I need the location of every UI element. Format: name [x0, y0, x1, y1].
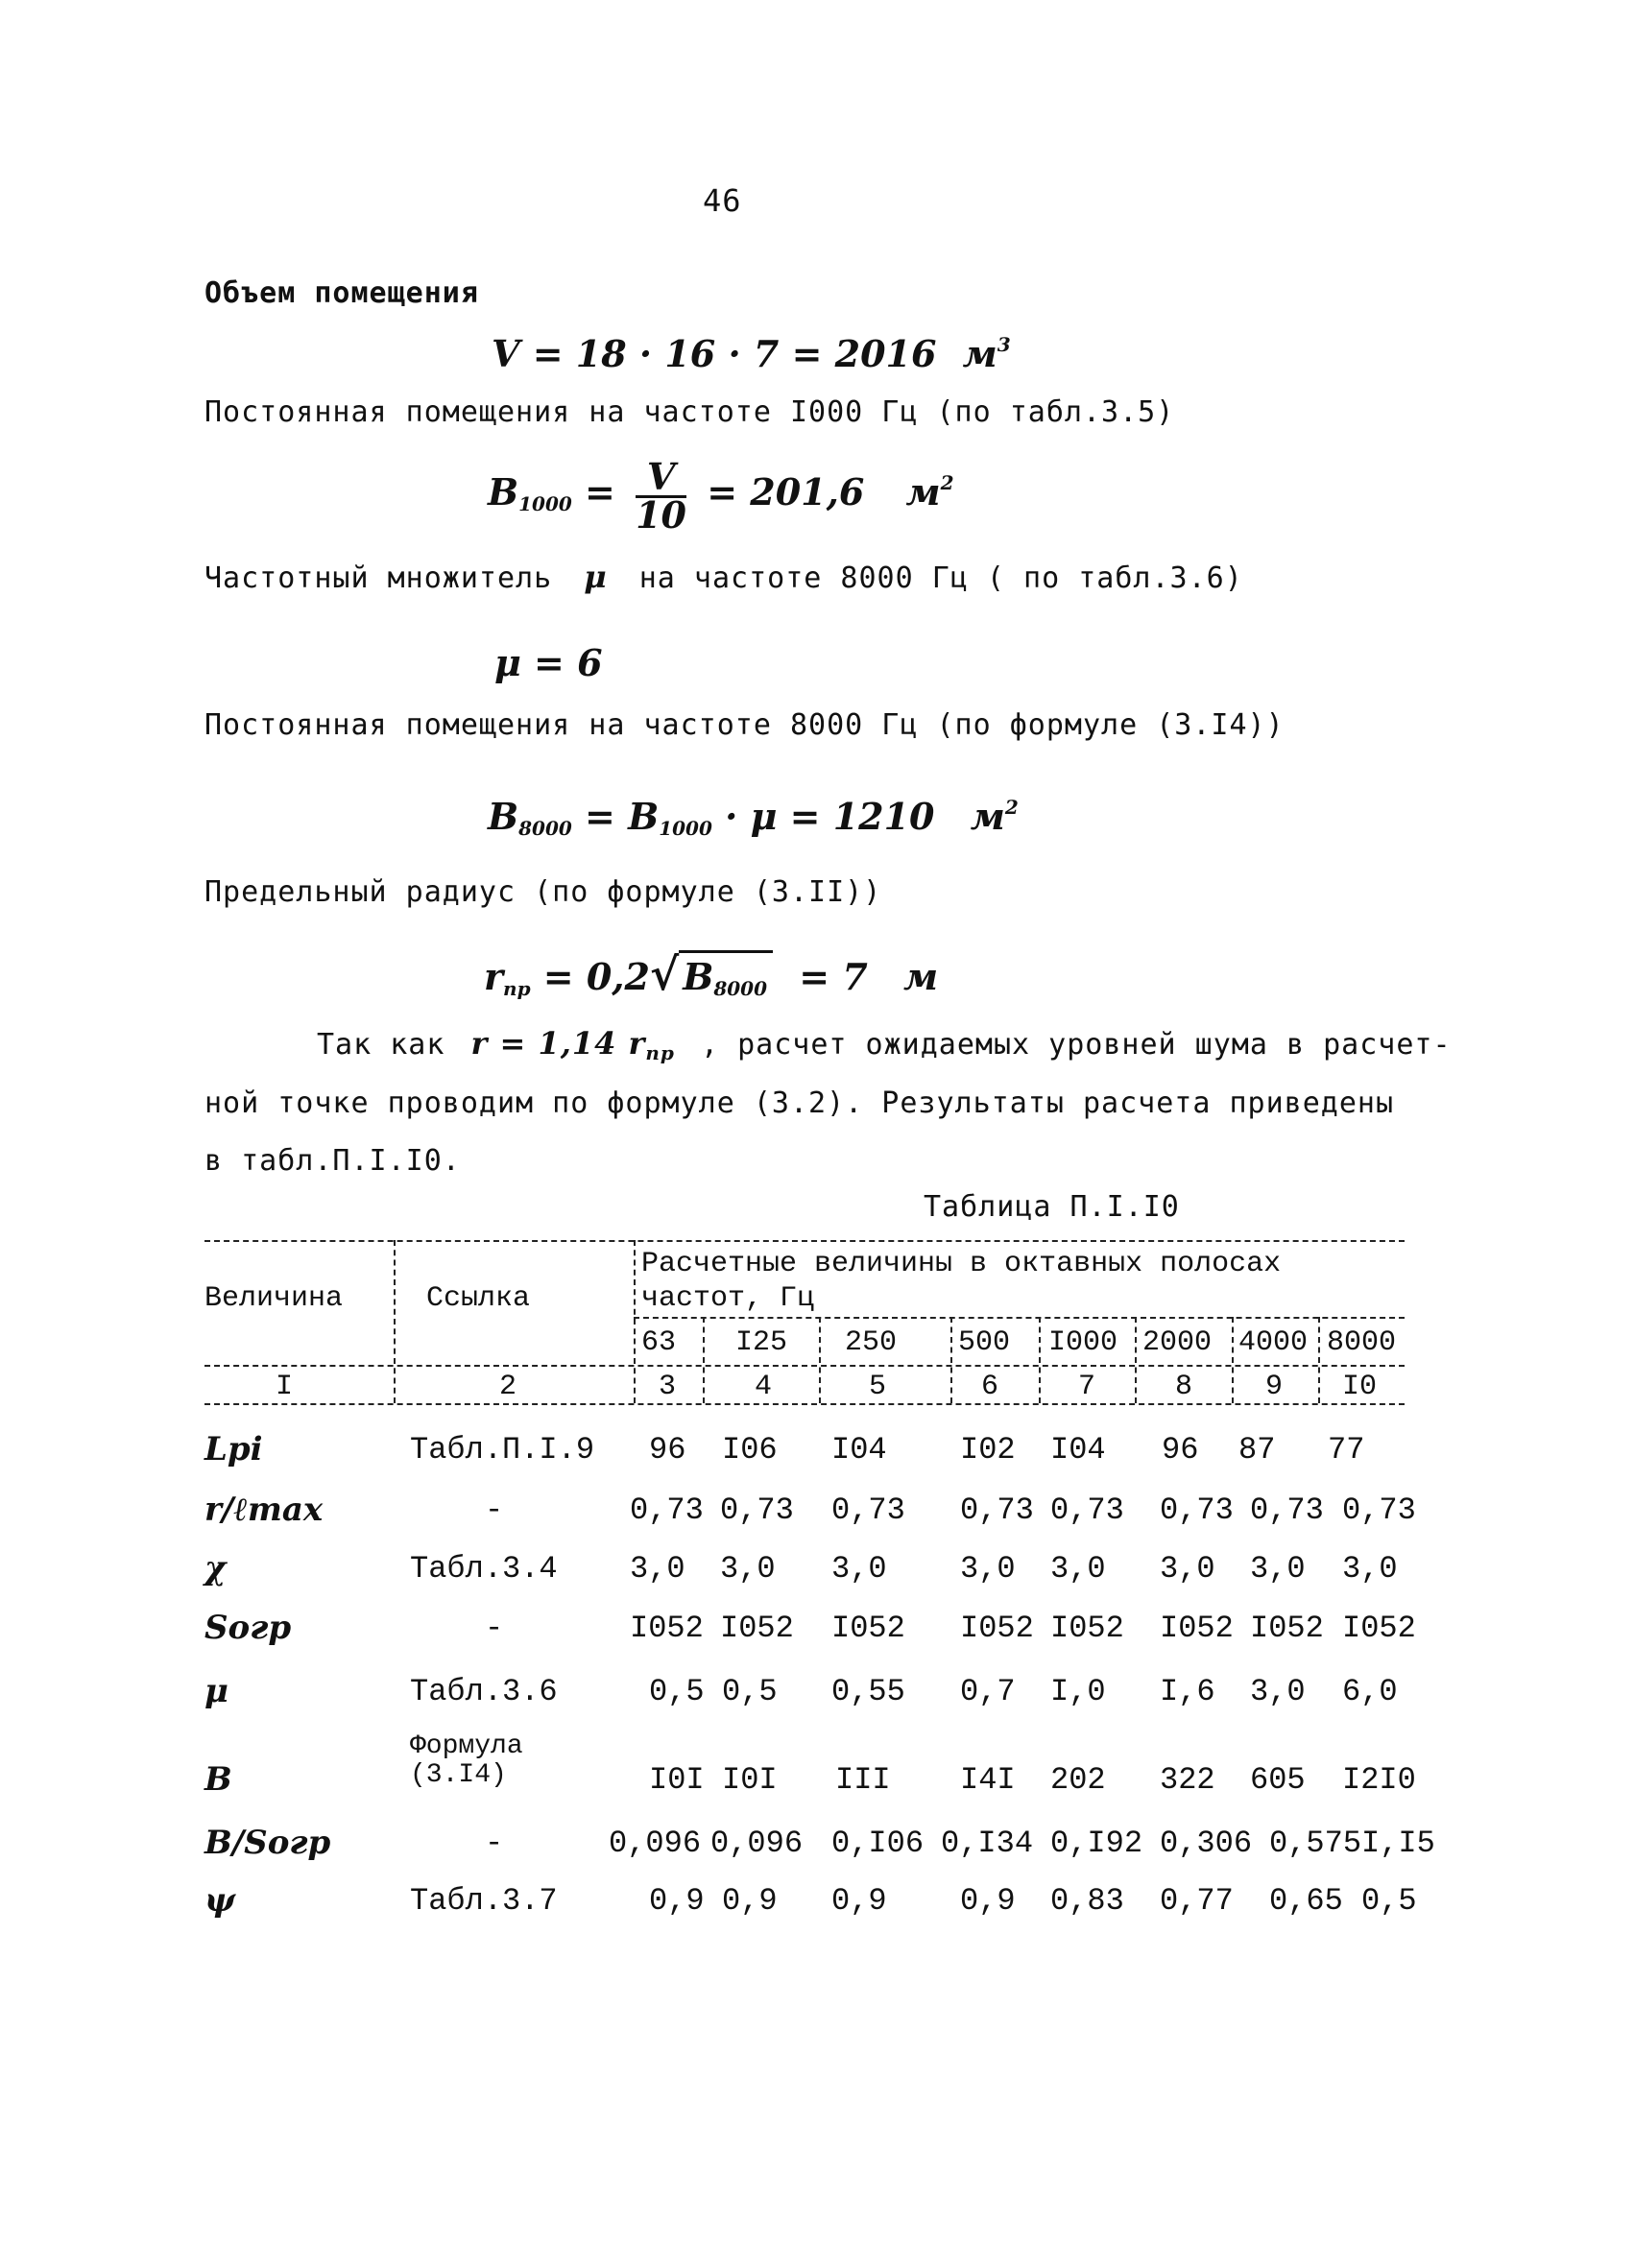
col-number-8: 8: [1175, 1371, 1193, 1403]
table-cell: I,I5: [1361, 1826, 1435, 1861]
multiplier-label-pre: Частотный множитель: [204, 561, 553, 595]
b1000-symbol: B: [488, 470, 519, 513]
table-cell: 3,0: [1250, 1674, 1306, 1709]
frequency-multiplier-label: [204, 559, 1243, 595]
table-cell: 202: [1050, 1762, 1106, 1798]
header-freq-125: I25: [735, 1326, 788, 1359]
table-cell: 3,0: [960, 1551, 1016, 1587]
paragraph-line-1-pre: Так как: [317, 1028, 445, 1062]
paragraph-formula-text: r = 1,14 r: [470, 1025, 646, 1062]
table-divider-freq-3: [950, 1317, 952, 1403]
row-symbol-lpi: Lpi: [204, 1430, 263, 1468]
table-cell: 0,9: [960, 1883, 1016, 1919]
table-cell: 0,73: [1250, 1492, 1324, 1528]
table-cell: I,6: [1160, 1674, 1215, 1709]
limit-radius-formula: $r_{пр} = 0,2√$ $B_{8000} = 7$ м: [484, 948, 939, 1000]
paragraph-formula-subscript: пр: [645, 1041, 675, 1064]
table-cell: I2I0: [1342, 1762, 1416, 1798]
row-ref-mu: Табл.3.6: [410, 1674, 558, 1709]
table-cell: 0,575: [1269, 1826, 1362, 1861]
radicand-symbol: B: [683, 955, 714, 998]
paragraph-line-2: ной точке проводим по формуле (3.2). Результаты расчета приведены: [204, 1086, 1394, 1120]
row-symbol-chi: χ: [204, 1549, 227, 1588]
row-symbol-r-lmax: r/ℓmax: [204, 1491, 324, 1529]
table-cell: 0,9: [649, 1883, 705, 1919]
r-value: = 7: [799, 955, 868, 998]
table-cell: I052: [1342, 1611, 1416, 1646]
table-cell: I06: [722, 1432, 778, 1468]
header-freq-63: 63: [641, 1326, 677, 1359]
header-group: Расчетные величины в октавных полосах: [641, 1248, 1282, 1280]
table-cell: 0,5: [722, 1674, 778, 1709]
b8000-rest: · μ = 1210: [725, 795, 935, 838]
header-freq-4000: 4000: [1238, 1326, 1309, 1359]
b1000-unit-power: 2: [940, 471, 954, 494]
table-cell: 605: [1250, 1762, 1306, 1798]
col-number-2: 2: [499, 1371, 517, 1403]
paragraph-formula: [471, 1025, 675, 1062]
table-top-rule: [204, 1240, 1405, 1242]
table-cell: 0,83: [1050, 1883, 1124, 1919]
col-number-6: 6: [981, 1371, 999, 1403]
table-cell: 77: [1328, 1432, 1365, 1468]
row-ref-r-lmax: -: [485, 1492, 504, 1528]
header-col-quantity: Величина: [204, 1282, 344, 1315]
table-cell: 3,0: [831, 1551, 887, 1587]
table-cell: 0,73: [1160, 1492, 1234, 1528]
table-cell: 96: [649, 1432, 686, 1468]
r-unit: м: [903, 955, 939, 998]
header-freq-8000: 8000: [1327, 1326, 1397, 1359]
header-col-reference: Ссылка: [426, 1282, 531, 1315]
table-cell: 6,0: [1342, 1674, 1398, 1709]
b8000-unit-power: 2: [1004, 796, 1019, 819]
table-cell: 3,0: [720, 1551, 776, 1587]
table-cell: 322: [1160, 1762, 1215, 1798]
row-ref-lpi: Табл.П.I.9: [410, 1432, 595, 1468]
table-cell: 0,I92: [1050, 1826, 1143, 1861]
table-divider-1: [394, 1240, 396, 1403]
table-cell: I052: [1050, 1611, 1124, 1646]
room-constant-8000-formula: [488, 795, 1019, 840]
r-coefficient: = 0,2: [542, 955, 650, 998]
multiplier-label-post: на частоте 8000 Гц ( по табл.3.6): [638, 561, 1243, 595]
table-cell: 3,0: [1250, 1551, 1306, 1587]
table-cell: III: [835, 1762, 891, 1798]
table-cell: I052: [831, 1611, 905, 1646]
row-symbol-psi: ψ: [204, 1881, 236, 1920]
header-freq-250: 250: [845, 1326, 898, 1359]
table-cell: 0,73: [630, 1492, 704, 1528]
row-symbol-b-s-ogr: B/Sогр: [204, 1824, 331, 1862]
room-constant-1000-label: Постоянная помещения на частоте I000 Гц (по табл.3.5): [204, 395, 1175, 429]
table-cell: 0,9: [722, 1883, 778, 1919]
table-cell: 0,I34: [941, 1826, 1034, 1861]
table-cell: I052: [630, 1611, 704, 1646]
col-number-7: 7: [1078, 1371, 1096, 1403]
table-cell: 0,I06: [831, 1826, 925, 1861]
table-cell: 3,0: [1160, 1551, 1215, 1587]
table-cell: 0,73: [1342, 1492, 1416, 1528]
header-group-2: частот, Гц: [641, 1282, 815, 1315]
volume-label: Объем помещения: [204, 276, 479, 310]
table-divider-2: [634, 1240, 636, 1403]
table-numbering-rule: [204, 1403, 1405, 1405]
table-group-rule: [634, 1317, 1405, 1319]
table-cell: 96: [1162, 1432, 1199, 1468]
fraction-numerator: V: [636, 459, 686, 498]
table-cell: 0,73: [720, 1492, 794, 1528]
table-divider-freq-1: [703, 1317, 705, 1403]
row-ref-b-s-ogr: -: [485, 1826, 504, 1861]
col-number-5: 5: [869, 1371, 887, 1403]
b8000-unit: м: [970, 795, 1005, 838]
table-cell: I0I: [722, 1762, 778, 1798]
header-freq-2000: 2000: [1142, 1326, 1213, 1359]
table-cell: 0,65: [1269, 1883, 1343, 1919]
table-cell: I04: [1050, 1432, 1106, 1468]
table-cell: 0,9: [831, 1883, 887, 1919]
b8000-subscript: 8000: [518, 817, 572, 840]
r-symbol: r: [484, 955, 504, 998]
b8000-symbol: B: [488, 795, 519, 838]
row-symbol-s-ogr: Sогр: [204, 1609, 292, 1647]
row-symbol-mu: μ: [204, 1672, 228, 1710]
col-number-10: I0: [1342, 1371, 1378, 1403]
volume-formula-text: V = 18 · 16 · 7 = 2016: [492, 332, 937, 375]
table-cell: I052: [1250, 1611, 1324, 1646]
table-cell: 0,096: [710, 1826, 804, 1861]
table-cell: I052: [960, 1611, 1034, 1646]
r-subscript: пр: [503, 977, 531, 1000]
col-number-1: I: [276, 1371, 294, 1403]
volume-unit: м: [962, 332, 997, 375]
radicand-subscript: 8000: [713, 977, 768, 1000]
table-cell: 87: [1238, 1432, 1276, 1468]
fraction-v-over-10: [636, 455, 686, 537]
table-divider-freq-5: [1135, 1317, 1137, 1403]
fraction-denominator: 10: [636, 493, 686, 537]
b1000-value: = 201,6: [707, 470, 865, 513]
col-number-4: 4: [755, 1371, 773, 1403]
header-freq-1000: I000: [1048, 1326, 1118, 1359]
row-ref-chi: Табл.3.4: [410, 1551, 558, 1587]
table-cell: I,0: [1050, 1674, 1106, 1709]
table-cell: 0,73: [831, 1492, 905, 1528]
table-cell: I0I: [649, 1762, 705, 1798]
mu-formula: μ = 6: [494, 641, 603, 684]
table-cell: I02: [960, 1432, 1016, 1468]
page-number: 46: [703, 182, 742, 219]
table-cell: 0,73: [960, 1492, 1034, 1528]
table-header-rule: [204, 1365, 1405, 1367]
paragraph-line-1: [317, 1025, 1452, 1064]
table-divider-freq-2: [819, 1317, 821, 1403]
row-ref-s-ogr: -: [485, 1611, 504, 1646]
row-symbol-b: B: [204, 1760, 232, 1799]
row-ref-b: Формула: [410, 1731, 523, 1761]
table-cell: 0,5: [649, 1674, 705, 1709]
volume-unit-power: 3: [997, 333, 1011, 356]
table-cell: I052: [1160, 1611, 1234, 1646]
table-cell: I4I: [960, 1762, 1016, 1798]
table-cell: 0,096: [609, 1826, 702, 1861]
table-divider-freq-6: [1232, 1317, 1234, 1403]
table-divider-freq-7: [1318, 1317, 1320, 1403]
col-number-9: 9: [1265, 1371, 1284, 1403]
room-constant-1000-formula: $B_{1000}$ = $\frac{V}{10}$ = 201,6 $м^2$: [488, 455, 954, 537]
table-cell: 0,5: [1361, 1883, 1417, 1919]
row-ref-b-line2: (3.I4): [410, 1760, 507, 1790]
b1000-unit: м: [905, 470, 941, 513]
room-constant-8000-label: Постоянная помещения на частоте 8000 Гц (по формуле (3.I4)): [204, 708, 1285, 742]
table-cell: 3,0: [1342, 1551, 1398, 1587]
table-cell: 3,0: [630, 1551, 685, 1587]
table-cell: I04: [831, 1432, 887, 1468]
table-cell: 3,0: [1050, 1551, 1106, 1587]
table-cell: 0,306: [1160, 1826, 1253, 1861]
paragraph-line-1-post: , расчет ожидаемых уровней шума в расчет-: [700, 1028, 1452, 1062]
col-number-3: 3: [659, 1371, 677, 1403]
mu-symbol: μ: [584, 559, 608, 595]
b1000-subscript: 1000: [518, 492, 572, 515]
limit-radius-label: Предельный радиус (по формуле (3.II)): [204, 875, 882, 909]
sqrt-radicand: [679, 950, 773, 998]
table-cell: 0,55: [831, 1674, 905, 1709]
table-cell: 0,7: [960, 1674, 1016, 1709]
b8000-mid-subscript: 1000: [659, 817, 712, 840]
paragraph-line-3: в табл.П.I.I0.: [204, 1144, 461, 1178]
table-cell: I052: [720, 1611, 794, 1646]
row-ref-psi: Табл.3.7: [410, 1883, 558, 1919]
table-caption: Таблица П.I.I0: [924, 1190, 1180, 1224]
table-cell: 0,77: [1160, 1883, 1234, 1919]
header-freq-500: 500: [958, 1326, 1011, 1359]
volume-formula: [492, 332, 1011, 375]
table-divider-freq-4: [1039, 1317, 1041, 1403]
b8000-mid: = B: [585, 795, 660, 838]
table-cell: 0,73: [1050, 1492, 1124, 1528]
